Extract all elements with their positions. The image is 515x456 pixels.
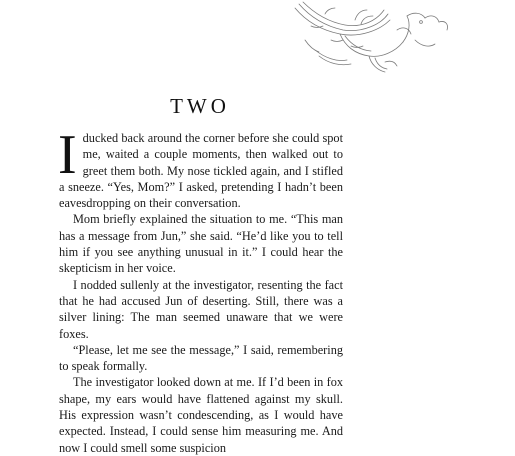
drop-cap: I (58, 124, 77, 186)
paragraph: The investigator looked down at me. If I’d been in fox shape, my ears would have flattened against my skull. His expression wasn’t condescending, as I would have expected. Instead, I could sense him measuring me. And now I could smell some suspicion (59, 375, 343, 455)
dragon-illustration-icon (285, 0, 515, 80)
paragraph-text: ducked back around the corner before she could spot me, waited a couple moments, then walked out to greet them both. My nose tickled again, and I stifled a sneeze. “Yes, Mom?” I asked, pretending I hadn’t been eavesdropping on their conversation. (59, 131, 343, 211)
paragraph: “Please, let me see the message,” I said, remembering to speak formally. (59, 342, 343, 374)
paragraph: Mom briefly explained the situation to me. “This man has a message from Jun,” she said. “He’d like you to tell him if you see anything unusual in it.” I could hear the skepticism in her voice. (59, 212, 343, 276)
chapter-body (58, 124, 343, 455)
chapter-title: TWO (170, 94, 230, 118)
paragraph: I nodded sullenly at the investigator, resenting the fact that he had accused Jun of deserting. Still, there was a silver lining: The man seemed unaware that we were foxes. (59, 277, 343, 341)
paragraph (58, 124, 343, 211)
